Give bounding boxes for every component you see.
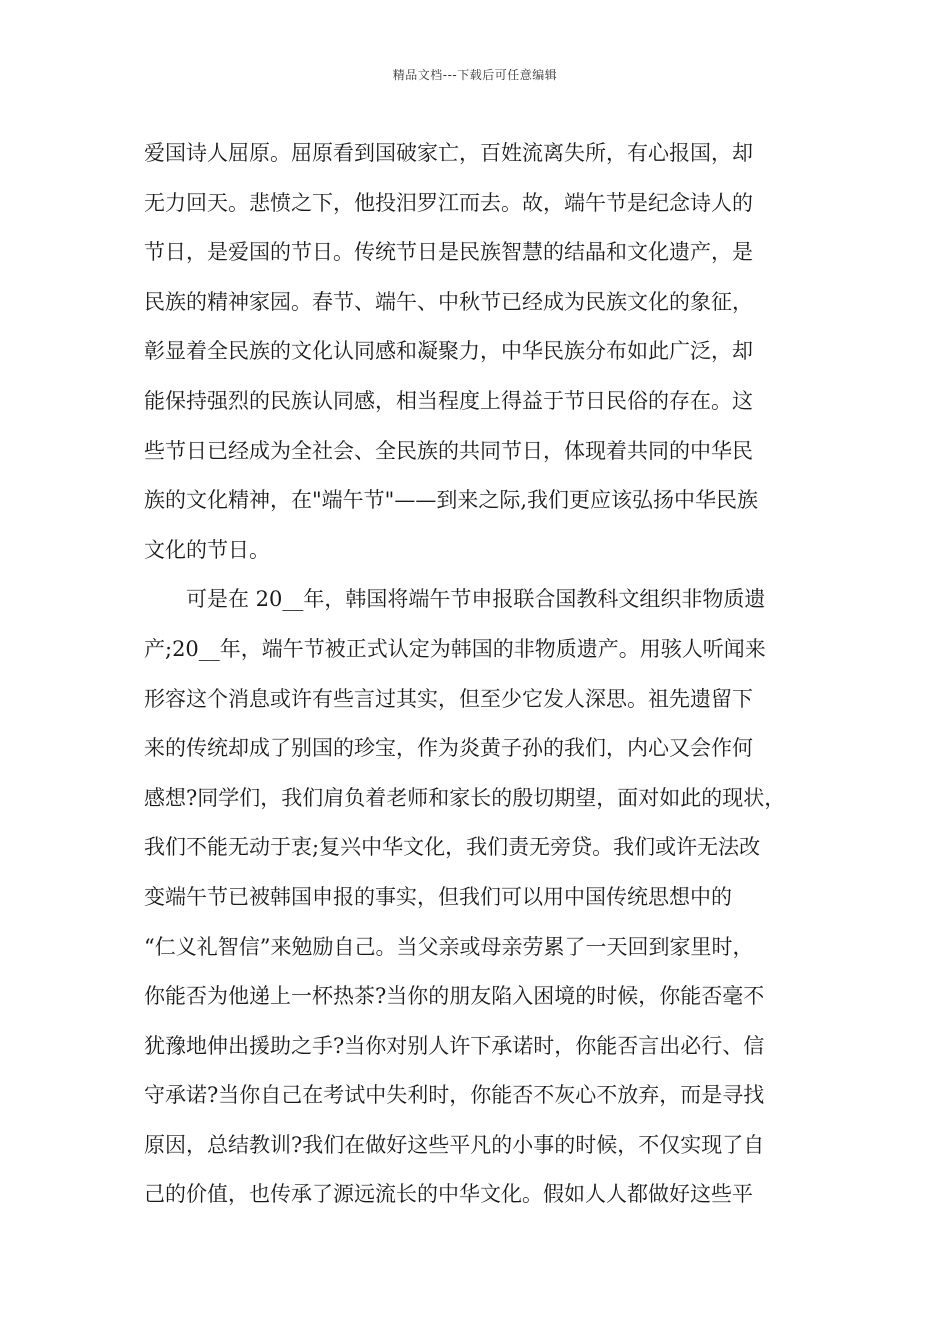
- text-line: 感想?同学们，我们肩负着老师和家长的殷切期望，面对如此的现状，: [144, 785, 786, 810]
- text-line: 节日，是爱国的节日。传统节日是民族智慧的结晶和文化遗产，是: [144, 240, 753, 265]
- text-line: 无力回天。悲愤之下，他投汨罗江而去。故，端午节是纪念诗人的: [144, 190, 753, 215]
- page-header: 精品文档---下载后可任意编辑: [392, 68, 558, 82]
- text-line: 产;20__年，端午节被正式认定为韩国的非物质遗产。用骇人听闻来: [144, 636, 766, 661]
- text-line: 己的价值，也传承了源远流长的中华文化。假如人人都做好这些平: [144, 1182, 753, 1207]
- text-line: 可是在 20__年，韩国将端午节申报联合国教科文组织非物质遗: [186, 587, 766, 612]
- text-line: 守承诺?当你自己在考试中失利时，你能否不灰心不放弃，而是寻找: [144, 1083, 765, 1108]
- text-line: 犹豫地伸出援助之手?当你对别人许下承诺时，你能否言出必行、信: [144, 1033, 765, 1058]
- text-line: 些节日已经成为全社会、全民族的共同节日，体现着共同的中华民: [144, 438, 753, 463]
- text-line: 来的传统却成了别国的珍宝，作为炎黄子孙的我们，内心又会作何: [144, 736, 753, 761]
- text-line: 能保持强烈的民族认同感，相当程度上得益于节日民俗的存在。这: [144, 388, 753, 413]
- text-line: 原因，总结教训?我们在做好这些平凡的小事的时候，不仅实现了自: [144, 1132, 765, 1157]
- text-line: 我们不能无动于衷;复兴中华文化，我们责无旁贷。我们或许无法改: [144, 835, 761, 860]
- text-line: 你能否为他递上一杯热茶?当你的朋友陷入困境的时候，你能否毫不: [144, 984, 765, 1009]
- paragraph-1: [144, 129, 829, 575]
- text-line: 民族的精神家园。春节、端午、中秋节已经成为民族文化的象征，: [144, 289, 753, 314]
- text-line: 族的文化精神，在"端午节"——到来之际,我们更应该弘扬中华民族: [144, 488, 758, 513]
- text-line: 变端午节已被韩国申报的事实，但我们可以用中国传统思想中的: [144, 884, 732, 909]
- text-line: 形容这个消息或许有些言过其实，但至少它发人深思。祖先遗留下: [144, 686, 753, 711]
- text-line: 文化的节日。: [144, 537, 270, 562]
- text-line: 彰显着全民族的文化认同感和凝聚力，中华民族分布如此广泛，却: [144, 339, 753, 364]
- text-line: 爱国诗人屈原。屈原看到国破家亡，百姓流离失所，有心报国，却: [144, 141, 753, 165]
- text-line: “仁义礼智信”来勉励自己。当父亲或母亲劳累了一天回到家里时，: [144, 934, 754, 959]
- paragraph-2: [144, 575, 829, 1220]
- document-body: [144, 129, 829, 1220]
